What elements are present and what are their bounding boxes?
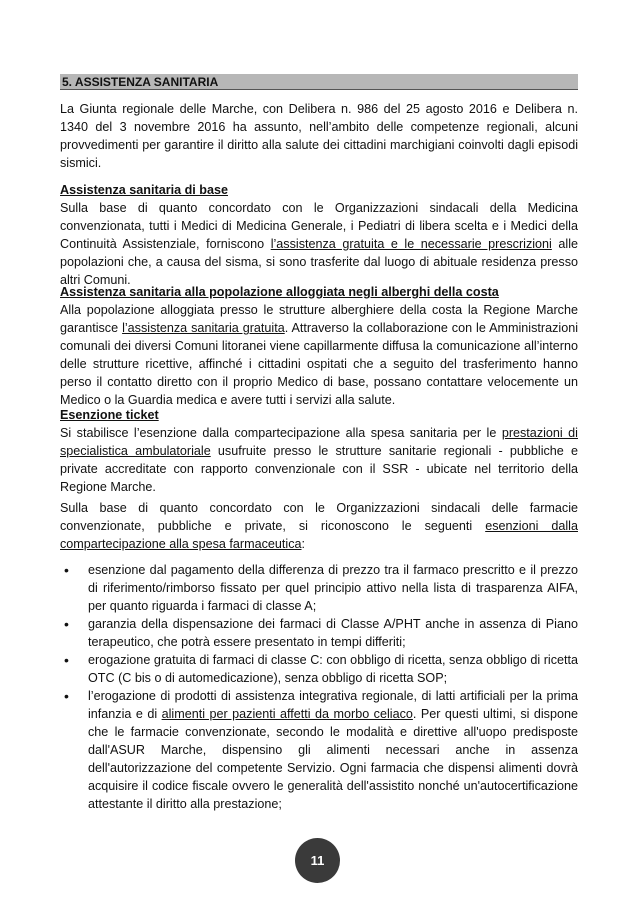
farmacie-section: [60, 499, 578, 553]
base-paragraph: Sulla base di quanto concordato con le Organizzazioni sindacali della Medicina convenzionata, tutti i Medici di Medicina Generale, i Pediatri di libera scelta e i Medici della Continuità Assistenziale, forniscono l’assistenza gratuita e le necessarie prescrizioni alle popolazioni che, a causa del sisma, si sono trasferite dal luogo di abituale residenza presso altri Comuni.: [60, 201, 578, 287]
alberghi-link: l’assistenza sanitaria gratuita: [122, 321, 285, 335]
alberghi-paragraph: Alla popolazione alloggiata presso le strutture alberghiere della costa la Regione Marche garantisce l’assistenza sanitaria gratuita. Attraverso la collaborazione con le Amministrazioni comunali dei diversi Comuni litoranei viene capillarmente diffusa la comunicazione all’interno delle strutture ricettive, affinché i cittadini ospitati che a seguito del trasferimento hanno perso il contatto diretto con il proprio Medico di base, possano contattare velocemente un Medico o la Guardia medica e avere tutti i servizi alla salute.: [60, 303, 579, 407]
intro-paragraph: [60, 100, 578, 172]
alberghi-heading: Assistenza sanitaria alla popolazione alloggiata negli alberghi della costa: [60, 285, 499, 299]
list-item: • l’erogazione di prodotti di assistenza integrativa regionale, di latti artificiali per la prima infanzia e di alimenti per pazienti affetti da morbo celiaco. Per questi ultimi, si dispone che le farmacie convenzionate, secondo le modalità e direttive all'uopo predisposte dall'ASUR Marche, dispensino gli alimenti necessari anche in assenza dell'autorizzazione del competente Servizio. Ogni farmacia che dispensi alimenti dovrà acquisire il codice fiscale ovvero le generalità dell'assistito nonché un'autocertificazione attestante il diritto alla prestazione;: [60, 687, 578, 813]
esenzioni-list: [60, 561, 578, 813]
ticket-heading: Esenzione ticket: [60, 408, 159, 422]
list-item: • erogazione gratuita di farmaci di classe C: con obbligo di ricetta, senza obbligo di ricetta OTC (C bis o di automedicazione), senza obbligo di ricetta SOP;: [60, 651, 578, 687]
ticket-section: [60, 406, 578, 496]
celiaco-link: alimenti per pazienti affetti da morbo celiaco: [161, 707, 413, 721]
alberghi-section: [60, 283, 578, 409]
base-link: l’assistenza gratuita e le necessarie prescrizioni: [270, 237, 552, 251]
list-item: • garanzia della dispensazione dei farmaci di Classe A/PHT anche in assenza di Piano terapeutico, che potrà essere presentato in tempi differiti;: [60, 615, 578, 651]
base-heading: Assistenza sanitaria di base: [60, 183, 228, 197]
farmacie-link: esenzioni dalla compartecipazione alla spesa farmaceutica: [60, 519, 578, 551]
intro-text: La Giunta regionale delle Marche, con Delibera n. 986 del 25 agosto 2016 e Delibera n. 1340 del 3 novembre 2016 ha assunto, nell’ambito delle competenze regionali, alcuni provvedimenti per garantire il diritto alla salute dei cittadini marchigiani coinvolti dagli episodi sismici.: [60, 102, 578, 170]
ticket-paragraph: Si stabilisce l’esenzione dalla compartecipazione alla spesa sanitaria per le prestazioni di specialistica ambulatoriale usufruite presso le strutture sanitarie regionali - pubbliche e private accreditate con rapporto convenzionale con il SSR - ubicate nel territorio della Regione Marche.: [60, 426, 579, 494]
section-title: 5. ASSISTENZA SANITARIA: [60, 74, 578, 90]
ticket-link: prestazioni di specialistica ambulatoriale: [60, 426, 578, 458]
list-item: • esenzione dal pagamento della differenza di prezzo tra il farmaco prescritto e il prezzo di riferimento/rimborso fissato per quel principio attivo nella lista di trasparenza AIFA, per quanto riguarda i farmaci di classe A;: [60, 561, 578, 615]
farmacie-paragraph: Sulla base di quanto concordato con le Organizzazioni sindacali delle farmacie convenzionate, pubbliche e private, si riconoscono le seguenti esenzioni dalla compartecipazione alla spesa farmaceutica:: [60, 501, 578, 551]
base-section: [60, 181, 578, 289]
page-number: 11: [295, 838, 340, 883]
